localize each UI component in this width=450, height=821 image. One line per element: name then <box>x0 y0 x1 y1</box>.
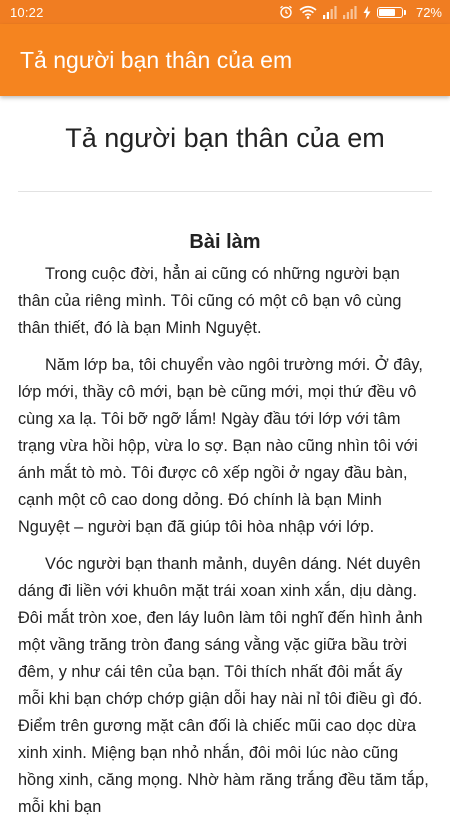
paragraph: Năm lớp ba, tôi chuyển vào ngôi trường mới. Ở đây, lớp mới, thầy cô mới, bạn bè cũng mới, mọi thứ đều vô cùng xa lạ. Tôi bỡ ngỡ lắm! Ngày đầu tới lớp với tâm trạng vừa hồi hộp, vừa lo sợ. Bạn nào cũng nhìn tôi với ánh mắt tò mò. Tôi được cô xếp ngồi ở ngay đầu bàn, cạnh một cô cao dong dỏng. Đó chính là bạn Minh Nguyệt – người bạn đã giúp tôi hòa nhập với lớp. <box>18 356 423 536</box>
status-time: 10:22 <box>10 4 44 20</box>
paragraph: Trong cuộc đời, hẳn ai cũng có những người bạn thân của riêng mình. Tôi cũng có một cô bạn vô cùng thân thiết, đó là bạn Minh Nguyệt. <box>18 265 402 337</box>
article-content[interactable] <box>0 96 450 816</box>
signal-icon <box>343 6 357 19</box>
battery-percent: 72% <box>415 4 442 20</box>
section-heading: Bài làm <box>189 231 261 253</box>
alarm-icon <box>279 5 293 19</box>
charging-icon <box>363 6 371 19</box>
status-icons <box>279 5 442 20</box>
status-bar <box>0 0 450 24</box>
signal-icon <box>323 6 337 19</box>
wifi-icon <box>299 5 317 19</box>
app-bar-title: Tả người bạn thân của em <box>20 46 293 73</box>
battery-icon <box>377 7 406 18</box>
divider <box>18 191 432 192</box>
article-title: Tả người bạn thân của em <box>65 123 385 153</box>
app-bar <box>0 24 450 96</box>
paragraph: Vóc người bạn thanh mảnh, duyên dáng. Nét duyên dáng đi liền với khuôn mặt trái xoan xinh xắn, dịu dàng. Đôi mắt tròn xoe, đen láy luôn làm tôi nghĩ đến hình ảnh một vầng trăng tròn đang sáng vằng vặc giữa bầu trời đêm, y như cái tên của bạn. Tôi thích nhất đôi mắt ấy mỗi khi bạn chớp chớp giận dỗi hay nài nỉ tôi điều gì đó. Điểm trên gương mặt cân đối là chiếc mũi cao dọc dừa xinh xinh. Miệng bạn nhỏ nhắn, đôi môi lúc nào cũng hồng xinh, căng mọng. Nhờ hàm răng trắng đều tăm tắp, mỗi khi bạn <box>18 555 429 816</box>
